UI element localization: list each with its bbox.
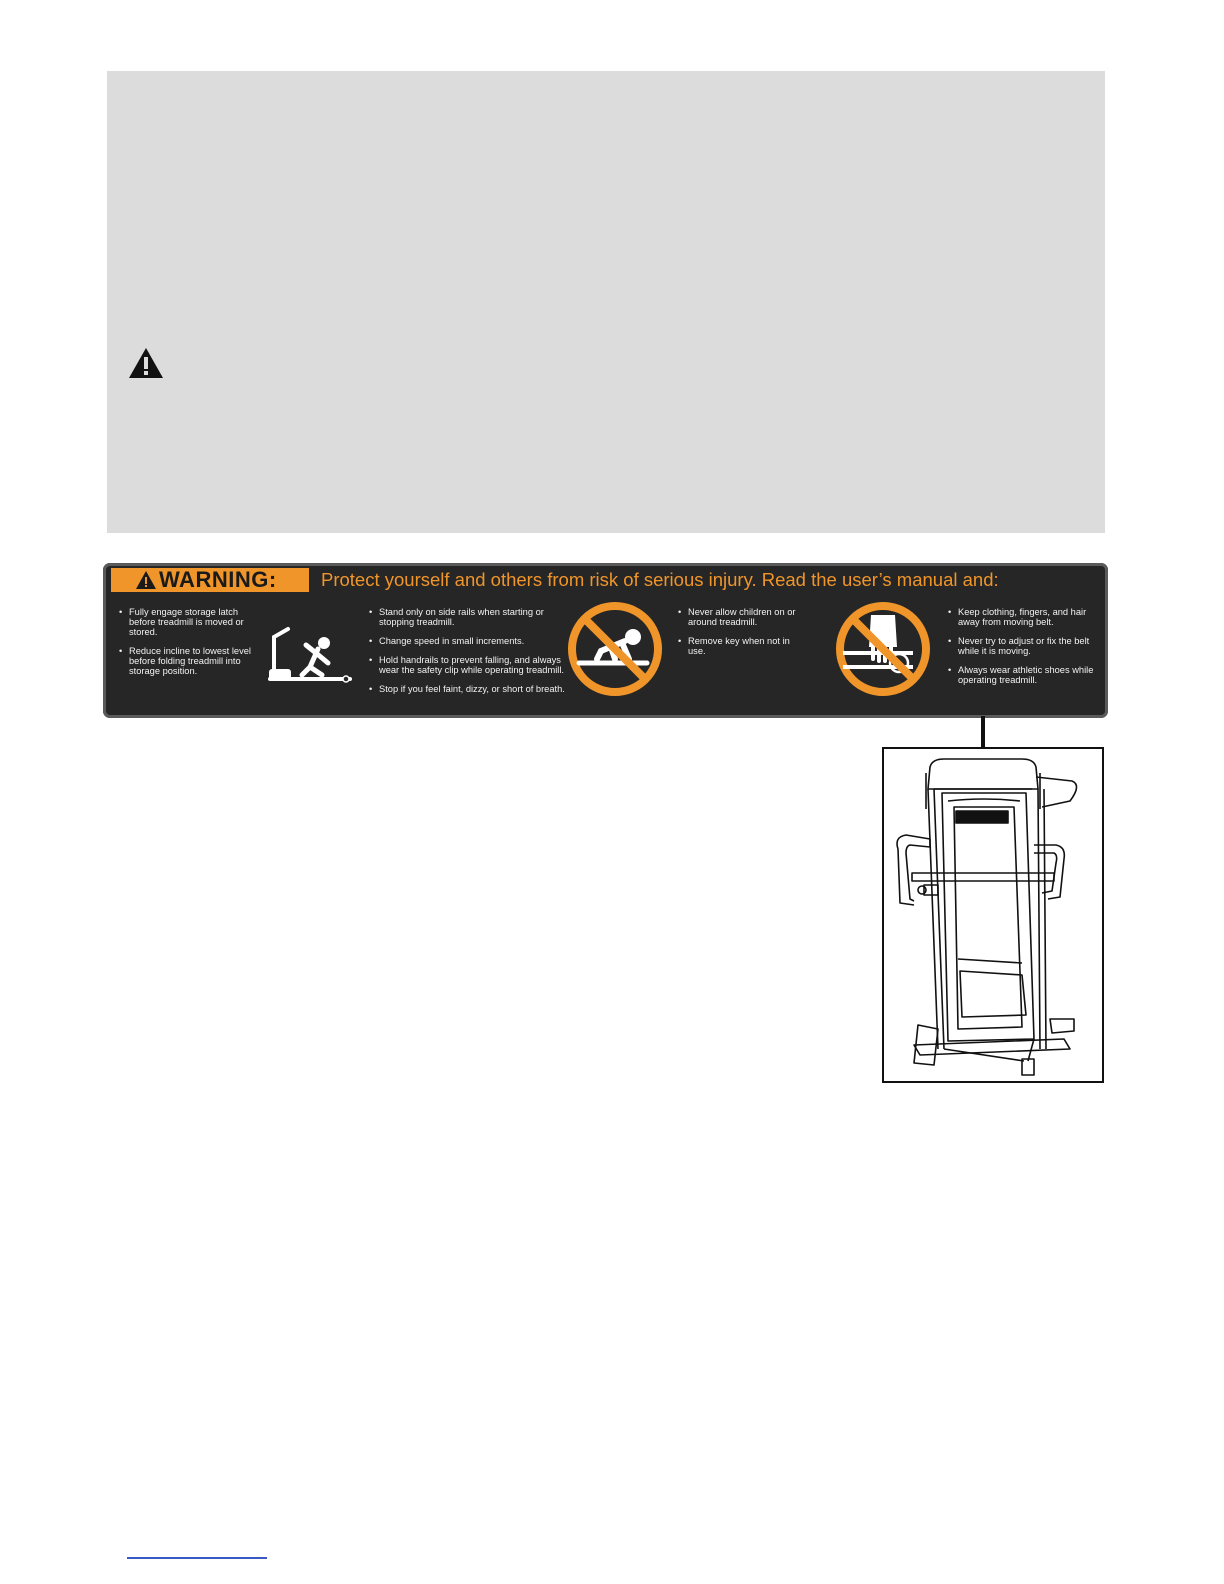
warning-item: • Stand only on side rails when starting or stopping treadmill. xyxy=(369,607,569,627)
warning-column-3 xyxy=(678,607,808,665)
warning-item: • Change speed in small increments. xyxy=(369,636,569,646)
warning-column-4 xyxy=(948,607,1098,694)
no-hands-belt-icon xyxy=(835,601,931,697)
falling-person-icon xyxy=(266,623,352,685)
warning-heading xyxy=(111,568,309,592)
warning-item: • Remove key when not in use. xyxy=(678,636,808,656)
warning-item: • Stop if you feel faint, dizzy, or short of breath. xyxy=(369,684,569,694)
warning-triangle-icon xyxy=(128,347,164,379)
warning-triangle-icon xyxy=(136,571,156,589)
treadmill-drawing xyxy=(884,749,1102,1081)
warning-item: • Reduce incline to lowest level before folding treadmill into storage position. xyxy=(119,646,255,676)
no-children-icon xyxy=(567,601,663,697)
warning-item: • Keep clothing, fingers, and hair away from moving belt. xyxy=(948,607,1098,627)
instruction-panel xyxy=(107,71,1105,533)
warning-heading-text: WARNING: xyxy=(159,567,277,592)
warning-column-2 xyxy=(369,607,569,703)
warning-subheading: Protect yourself and others from risk of serious injury. Read the user’s manual and: xyxy=(321,569,999,590)
warning-item: • Fully engage storage latch before treadmill is moved or stored. xyxy=(119,607,255,637)
warning-item: • Hold handrails to prevent falling, and always wear the safety clip while operating treadmill. xyxy=(369,655,569,675)
treadmill-diagram xyxy=(882,747,1104,1083)
warning-item: • Never allow children on or around treadmill. xyxy=(678,607,808,627)
warning-item: • Never try to adjust or fix the belt while it is moving. xyxy=(948,636,1098,656)
footer-link-underline xyxy=(127,1557,267,1559)
warning-decal xyxy=(103,563,1108,718)
warning-column-1 xyxy=(119,607,255,685)
warning-item: • Always wear athletic shoes while operating treadmill. xyxy=(948,665,1098,685)
